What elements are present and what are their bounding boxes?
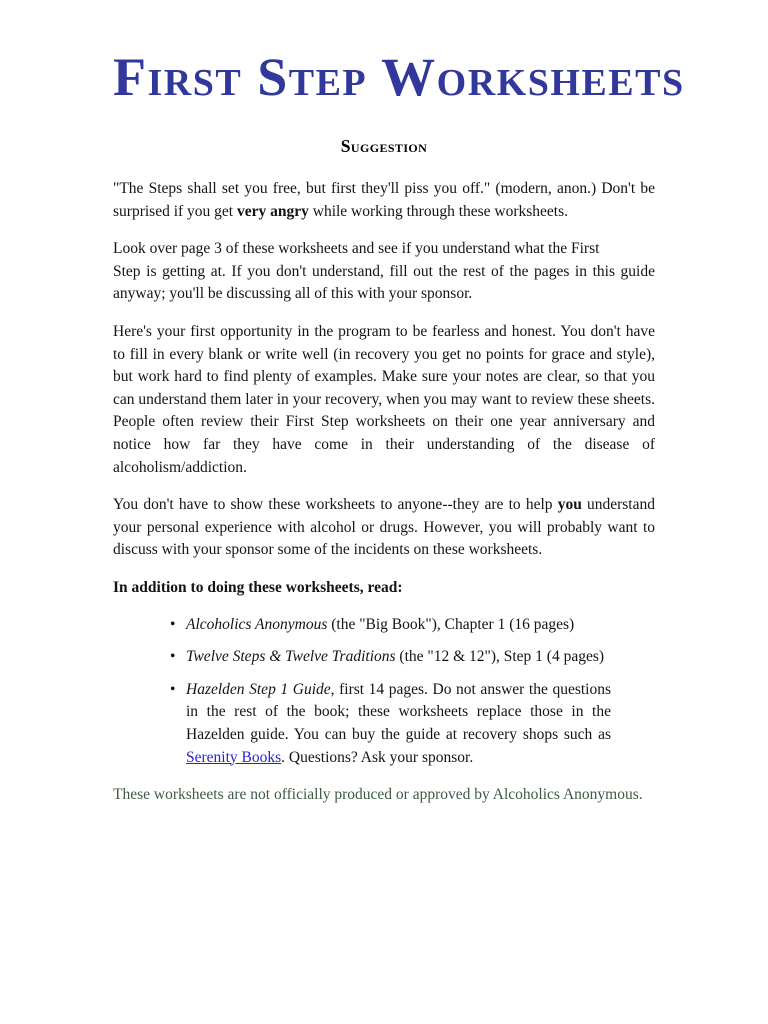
paragraph-quote <box>113 178 655 223</box>
text-segment: You don't have to show these worksheets to anyone--they are to help <box>113 496 558 514</box>
text-segment: . Questions? Ask your sponsor. <box>281 748 474 766</box>
text-segment: Alcoholics Anonymous <box>186 615 328 633</box>
list-item-text <box>186 679 611 769</box>
paragraph-dont-have-to-show <box>113 494 655 562</box>
section-heading-suggestion: Suggestion <box>340 136 428 157</box>
read-list-heading: In addition to doing these worksheets, read: <box>113 579 403 596</box>
page-title: First Step Worksheets <box>113 47 685 107</box>
text-segment: Look over page 3 of these worksheets and see if you understand what the First <box>113 240 600 258</box>
text-segment: very angry <box>236 202 309 220</box>
text-segment: "The Steps shall set you free, but first they'll piss you off." (modern, anon.) Don't be surprised if you get <box>113 180 655 220</box>
paragraph-first-opportunity <box>113 321 655 479</box>
bullet-icon: • <box>170 648 176 666</box>
text-segment: Step is getting at. If you don't understand, fill out the rest of the pages in this guide anyway; you'll be discussing all of this with your sponsor. <box>113 262 655 303</box>
reading-list <box>170 614 611 770</box>
text-segment: , first 14 pages. Do not answer the questions in the rest of the book; these worksheets replace those in the Hazelden guide. You can buy the guide at recovery shops such as <box>186 680 612 743</box>
text-segment: (the "12 & 12"), Step 1 (4 pages) <box>395 648 605 666</box>
list-item-hazelden-guide <box>170 679 611 769</box>
paragraph-look-over <box>113 238 655 306</box>
bullet-icon: • <box>170 615 176 633</box>
list-item-text <box>186 614 611 637</box>
list-item-big-book <box>170 614 611 637</box>
list-item-twelve-and-twelve <box>170 646 611 669</box>
text-segment: Twelve Steps & Twelve Traditions <box>186 648 396 666</box>
bullet-icon: • <box>170 680 176 698</box>
text-segment: (the "Big Book"), Chapter 1 (16 pages) <box>327 615 575 633</box>
serenity-books-link[interactable]: Serenity Books <box>186 748 282 766</box>
disclaimer-note: These worksheets are not officially produced or approved by Alcoholics Anonymous. <box>113 786 643 804</box>
text-segment: Hazelden Step 1 Guide <box>186 680 331 698</box>
text-segment: Here's your first opportunity in the program to be fearless and honest. You don't have to fill in every blank or write well (in recovery you get no points for grace and style), but work hard to find plenty of examples. Make sure your notes are clear, so that you can understand them later in your recovery, when you may want to review these sheets. People often review their First Step worksheets on their one year anniversary and notice how far they have come in their understanding of the disease of alcoholism/addiction. <box>113 323 655 476</box>
text-segment: understand your personal experience with alcohol or drugs. However, you will probably want to discuss with your sponsor some of the incidents on these worksheets. <box>113 496 655 559</box>
text-segment: while working through these worksheets. <box>308 202 569 220</box>
list-item-text <box>186 646 611 669</box>
document-body <box>113 178 655 807</box>
text-segment: you <box>557 496 582 514</box>
